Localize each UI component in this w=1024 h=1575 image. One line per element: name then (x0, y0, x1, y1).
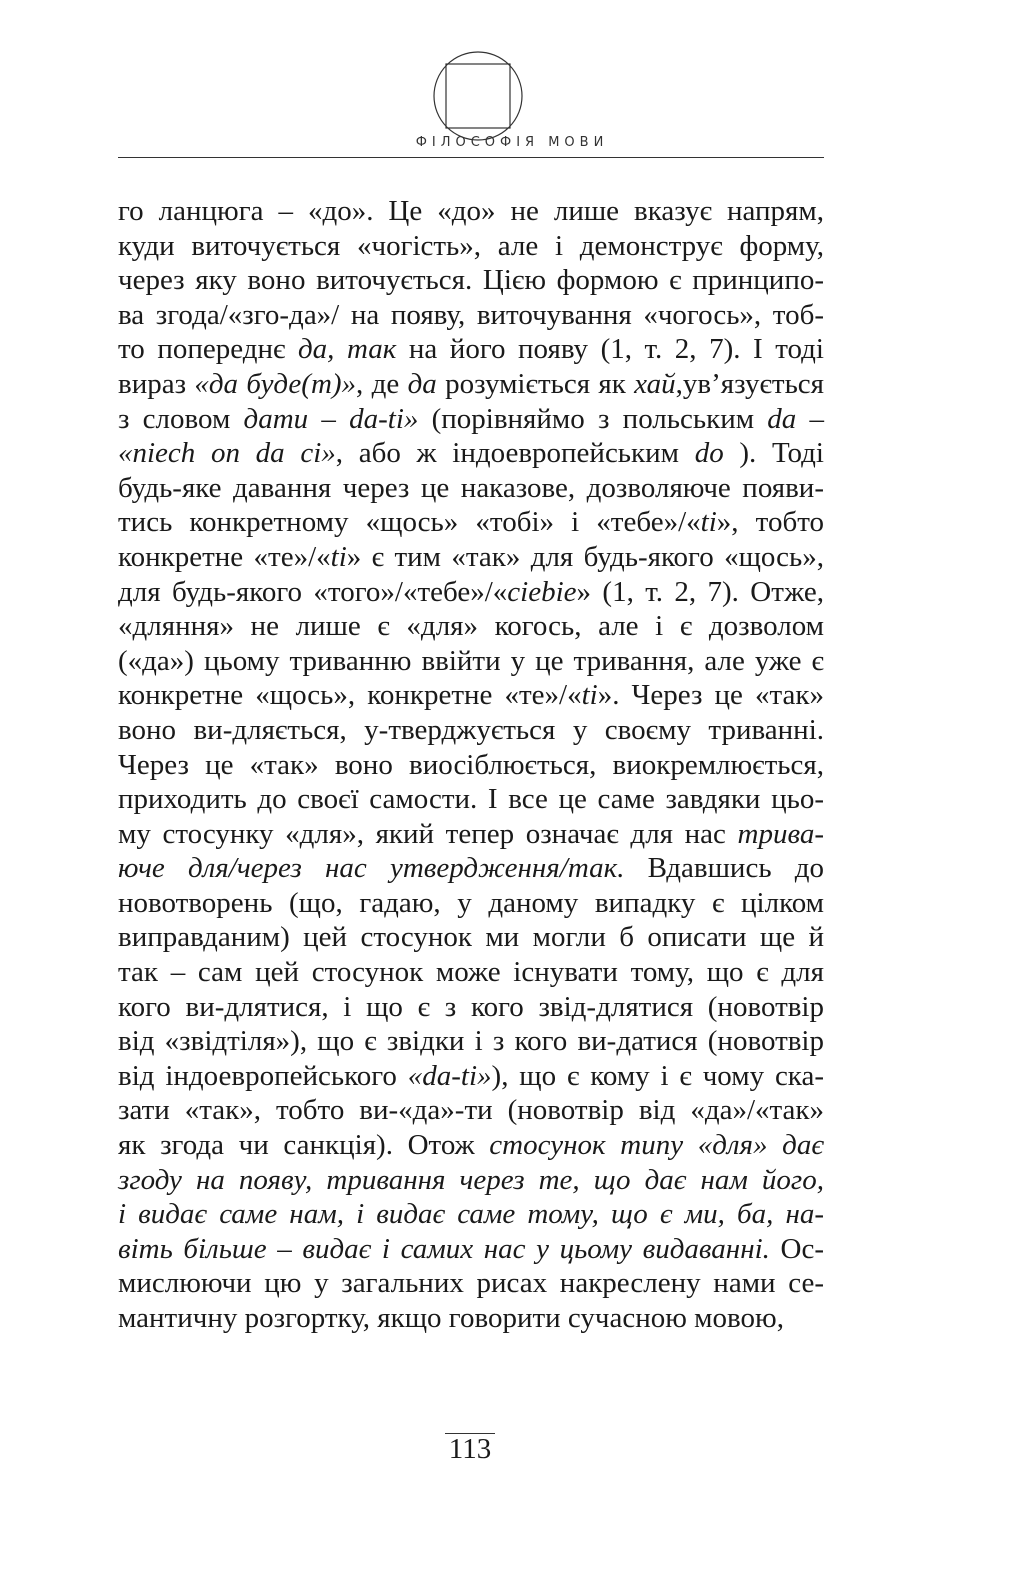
italic-text-run: ti (700, 506, 717, 539)
text-run: го ланцюга – «до». Це «до» не лише вказує напрям, (118, 195, 824, 227)
text-run: , або ж індоевропейським (335, 437, 695, 470)
text-line (118, 678, 824, 713)
text-run: новотворень (що, гадаю, у даному випадку є цілком (118, 886, 824, 919)
text-line (118, 471, 824, 506)
text-line (118, 332, 824, 367)
italic-text-run: да, так (298, 333, 397, 366)
text-line (118, 644, 824, 679)
page-number: 113 (445, 1433, 495, 1464)
text-line (118, 955, 824, 990)
text-line (118, 1266, 824, 1301)
italic-text-run: «da-ti» (407, 1059, 492, 1092)
text-line (118, 436, 824, 471)
text-run: » (1, т. 2, 7). Отже, (576, 575, 824, 608)
italic-text-run: да (407, 367, 437, 400)
text-line (118, 782, 824, 817)
italic-text-run: стосунок типу «для» дає (489, 1129, 824, 1162)
circle-square-logo-icon (432, 50, 524, 142)
text-run: вираз (118, 367, 195, 400)
text-run: будь-яке давання через це наказове, дозволяюче появи- (118, 471, 824, 504)
text-run: ). Тоді (723, 437, 824, 470)
italic-text-run: хай (634, 367, 676, 400)
text-line (118, 367, 824, 402)
text-run: ва згода/«зго-да»/ на появу, виточування «чогось», тоб- (118, 298, 824, 331)
text-run: «дляння» не лише є «для» когось, але і є дозволом (118, 610, 824, 643)
italic-text-run: «niech on da ci» (118, 437, 336, 470)
text-line (118, 505, 824, 540)
text-line (118, 575, 824, 610)
text-line (118, 851, 824, 886)
italic-text-run: згоду на появу, тривання через те, що дає нам його, (118, 1163, 824, 1196)
text-line (118, 990, 824, 1025)
text-run: воно ви-дляється, у-тверджується у своєму триванні. (118, 713, 824, 746)
text-line (118, 540, 824, 575)
text-line (118, 1163, 824, 1198)
text-run: на його появу (1, т. 2, 7). І тоді (396, 333, 824, 366)
text-run: Ос- (769, 1232, 824, 1265)
text-run: му стосунку «для», який тепер означає для нас (118, 817, 738, 850)
text-line (118, 817, 824, 852)
text-run: зати «так», тобто ви-«да»-ти (новотвір від «да»/«так» (118, 1094, 824, 1127)
text-run: конкретне «щось», конкретне «те»/« (118, 679, 582, 712)
text-run: Вдавшись до (624, 852, 824, 885)
text-run: », тобто (716, 506, 824, 539)
italic-text-run: юче для/через нас утвердження/так. (118, 852, 625, 885)
text-run: з словом (118, 402, 244, 435)
text-run: так – сам цей стосунок може існувати тому, що є для (118, 956, 824, 989)
text-run: від індоевропейського (118, 1059, 408, 1092)
header-rule (118, 157, 824, 158)
page-number-wrapper (420, 1432, 520, 1466)
text-line (118, 298, 824, 333)
text-run: кого ви-длятися, і що є з кого звід-длятися (новотвір (118, 990, 824, 1023)
text-run: конкретне «те»/« (118, 540, 331, 573)
text-run: » є тим «так» для будь-якого «щось», (346, 540, 824, 573)
text-run: («да») цьому триванню ввійти у це тривання, але уже є (118, 644, 824, 677)
italic-text-run: віть більше – видає і самих нас у цьому видаванні. (118, 1232, 770, 1265)
text-run: ), що є кому і є чому ска- (491, 1059, 824, 1092)
text-line (118, 1093, 824, 1128)
text-line (118, 1128, 824, 1163)
text-line (118, 1059, 824, 1094)
text-line (118, 263, 824, 298)
italic-text-run: do (694, 437, 724, 470)
text-run: тись конкретному «щось» «тобі» і «тебе»/« (118, 506, 701, 539)
text-line (118, 1232, 824, 1267)
italic-text-run: і видає саме нам, і видає саме тому, що є ми, ба, на- (118, 1198, 824, 1231)
italic-text-run: «да буде(т)» (194, 367, 357, 400)
text-run: ,ув’язується (675, 367, 825, 400)
text-line (118, 1301, 824, 1336)
running-title: ФІЛОСОФІЯ МОВИ (415, 135, 609, 150)
text-line (118, 402, 824, 437)
text-run: приходить до своєї самости. І все це саме завдяки цьо- (118, 783, 824, 816)
italic-text-run: ti (330, 540, 347, 573)
text-line (118, 886, 824, 921)
italic-text-run: дати – da-ti» (243, 402, 419, 435)
text-run: мантичну розгортку, якщо говорити сучасною мовою, (118, 1302, 784, 1334)
text-line (118, 1024, 824, 1059)
text-line (118, 713, 824, 748)
text-run: виправданим) цей стосунок ми могли б описати ще й (118, 921, 824, 954)
text-run: від «звідтіля»), що є звідки і з кого ви-датися (новотвір (118, 1025, 824, 1058)
text-line (118, 748, 824, 783)
italic-text-run: ti (581, 679, 598, 712)
text-run: (порівняймо з польським (418, 402, 768, 435)
body-text (118, 194, 824, 1336)
text-run: як згода чи санкція). Отож (118, 1129, 490, 1162)
text-line (118, 1197, 824, 1232)
text-line (118, 229, 824, 264)
text-run: куди виточується «чогість», але і демонструє форму, (118, 229, 824, 262)
italic-text-run: трива- (737, 817, 824, 850)
text-run: розуміється як (436, 367, 635, 400)
text-run: ». Через це «так» (597, 679, 825, 712)
text-run: то попереднє (118, 333, 298, 366)
text-line (118, 920, 824, 955)
text-run: , де (356, 367, 408, 400)
text-line (118, 609, 824, 644)
italic-text-run: da – (767, 402, 825, 435)
text-run: для будь-якого «того»/«тебе»/« (118, 575, 508, 608)
text-run: через яку воно виточується. Цією формою є принципо- (118, 264, 824, 297)
text-run: мислюючи цю у загальних рисах накреслену нами се- (118, 1267, 824, 1300)
text-line (118, 194, 824, 229)
text-run: Через це «так» воно виосіблюється, виокремлюється, (118, 748, 824, 781)
italic-text-run: ciebie (507, 575, 577, 608)
